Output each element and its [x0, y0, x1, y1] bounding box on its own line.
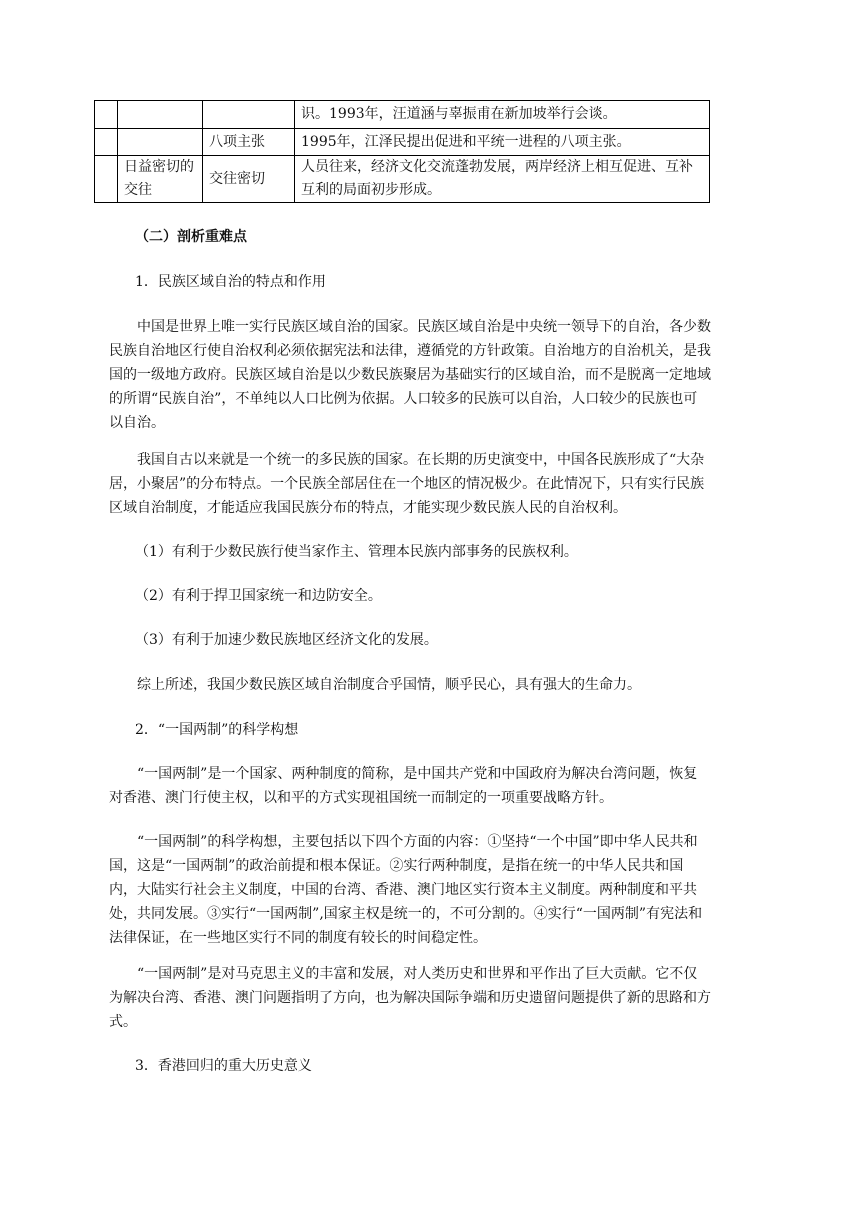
paragraph: “一国两制”是对马克思主义的丰富和发展，对人类历史和世界和平作出了巨大贡献。它不仅为解决台湾、香港、澳门问题指明了方向，也为解决国际争端和历史遗留问题提供了新的思路和方式。: [109, 966, 711, 1030]
history-table: [94, 100, 710, 203]
table-row: [95, 129, 710, 156]
paragraph: 我国自古以来就是一个统一的多民族的国家。在长期的历史演变中，中国各民族形成了“大杂居，小聚居”的分布特点。一个民族全部居住在一个地区的情况极少。在此情况下，只有实行民族区域自治制度，才能适应我国民族分布的特点，才能实现少数民族人民的自治权利。: [109, 452, 705, 516]
list-item: （2）有利于捍卫国家统一和边防安全。: [135, 588, 382, 604]
paragraph: 中国是世界上唯一实行民族区域自治的国家。民族区域自治是中央统一领导下的自治，各少数民族自治地区行使自治权利必须依据宪法和法律，遵循党的方针政策。自治地方的自治机关，是我国的一级地方政府。民族区域自治是以少数民族聚居为基础实行的区域自治，而不是脱离一定地域的所谓“民族自治”，不单纯以人口比例为依据。人口较多的民族可以自治，人口较少的民族也可以自治。: [109, 319, 711, 431]
table-cell: 日益密切的交往: [118, 156, 203, 203]
paragraph: “一国两制”是一个国家、两种制度的简称，是中国共产党和中国政府为解决台湾问题，恢复对香港、澳门行使主权，以和平的方式实现祖国统一而制定的一项重要战略方针。: [109, 766, 698, 806]
table-cell: [95, 101, 118, 129]
table-cell: [118, 101, 203, 129]
paragraph: “一国两制”的科学构想，主要包括以下四个方面的内容：①坚持“一个中国”即中华人民共和国，这是“一国两制”的政治前提和根本保证。②实行两种制度，是指在统一的中华人民共和国内，大陆实行社会主义制度，中国的台湾、香港、澳门地区实行资本主义制度。两种制度和平共处，共同发展。③实行“一国两制”,国家主权是统一的，不可分割的。④实行“一国两制”有宪法和法律保证，在一些地区实行不同的制度有较长的时间稳定性。: [109, 834, 703, 946]
section-heading: （二）剖析重难点: [135, 229, 247, 245]
table-cell: 人员往来，经济文化交流蓬勃发展，两岸经济上相互促进、互补互利的局面初步形成。: [295, 156, 710, 203]
table-row: [95, 101, 710, 129]
item-title: 2．“一国两制”的科学构想: [135, 722, 299, 738]
table-cell: 八项主张: [203, 129, 295, 156]
table-cell: [95, 156, 118, 203]
item-title: 1．民族区域自治的特点和作用: [135, 274, 326, 290]
item-title: 3．香港回归的重大历史意义: [135, 1058, 312, 1074]
table-cell: [95, 129, 118, 156]
list-item: （1）有利于少数民族行使当家作主、管理本民族内部事务的民族权利。: [135, 544, 578, 560]
table-cell: 1995年，江泽民提出促进和平统一进程的八项主张。: [295, 129, 710, 156]
table-cell: 识。1993年，汪道涵与辜振甫在新加坡举行会谈。: [295, 101, 710, 129]
table-cell: 交往密切: [203, 156, 295, 203]
table-cell: [118, 129, 203, 156]
list-item: （3）有利于加速少数民族地区经济文化的发展。: [135, 632, 438, 648]
table-cell: [203, 101, 295, 129]
paragraph: 综上所述，我国少数民族区域自治制度合乎国情，顺乎民心，具有强大的生命力。: [137, 677, 641, 693]
table-row: [95, 156, 710, 203]
